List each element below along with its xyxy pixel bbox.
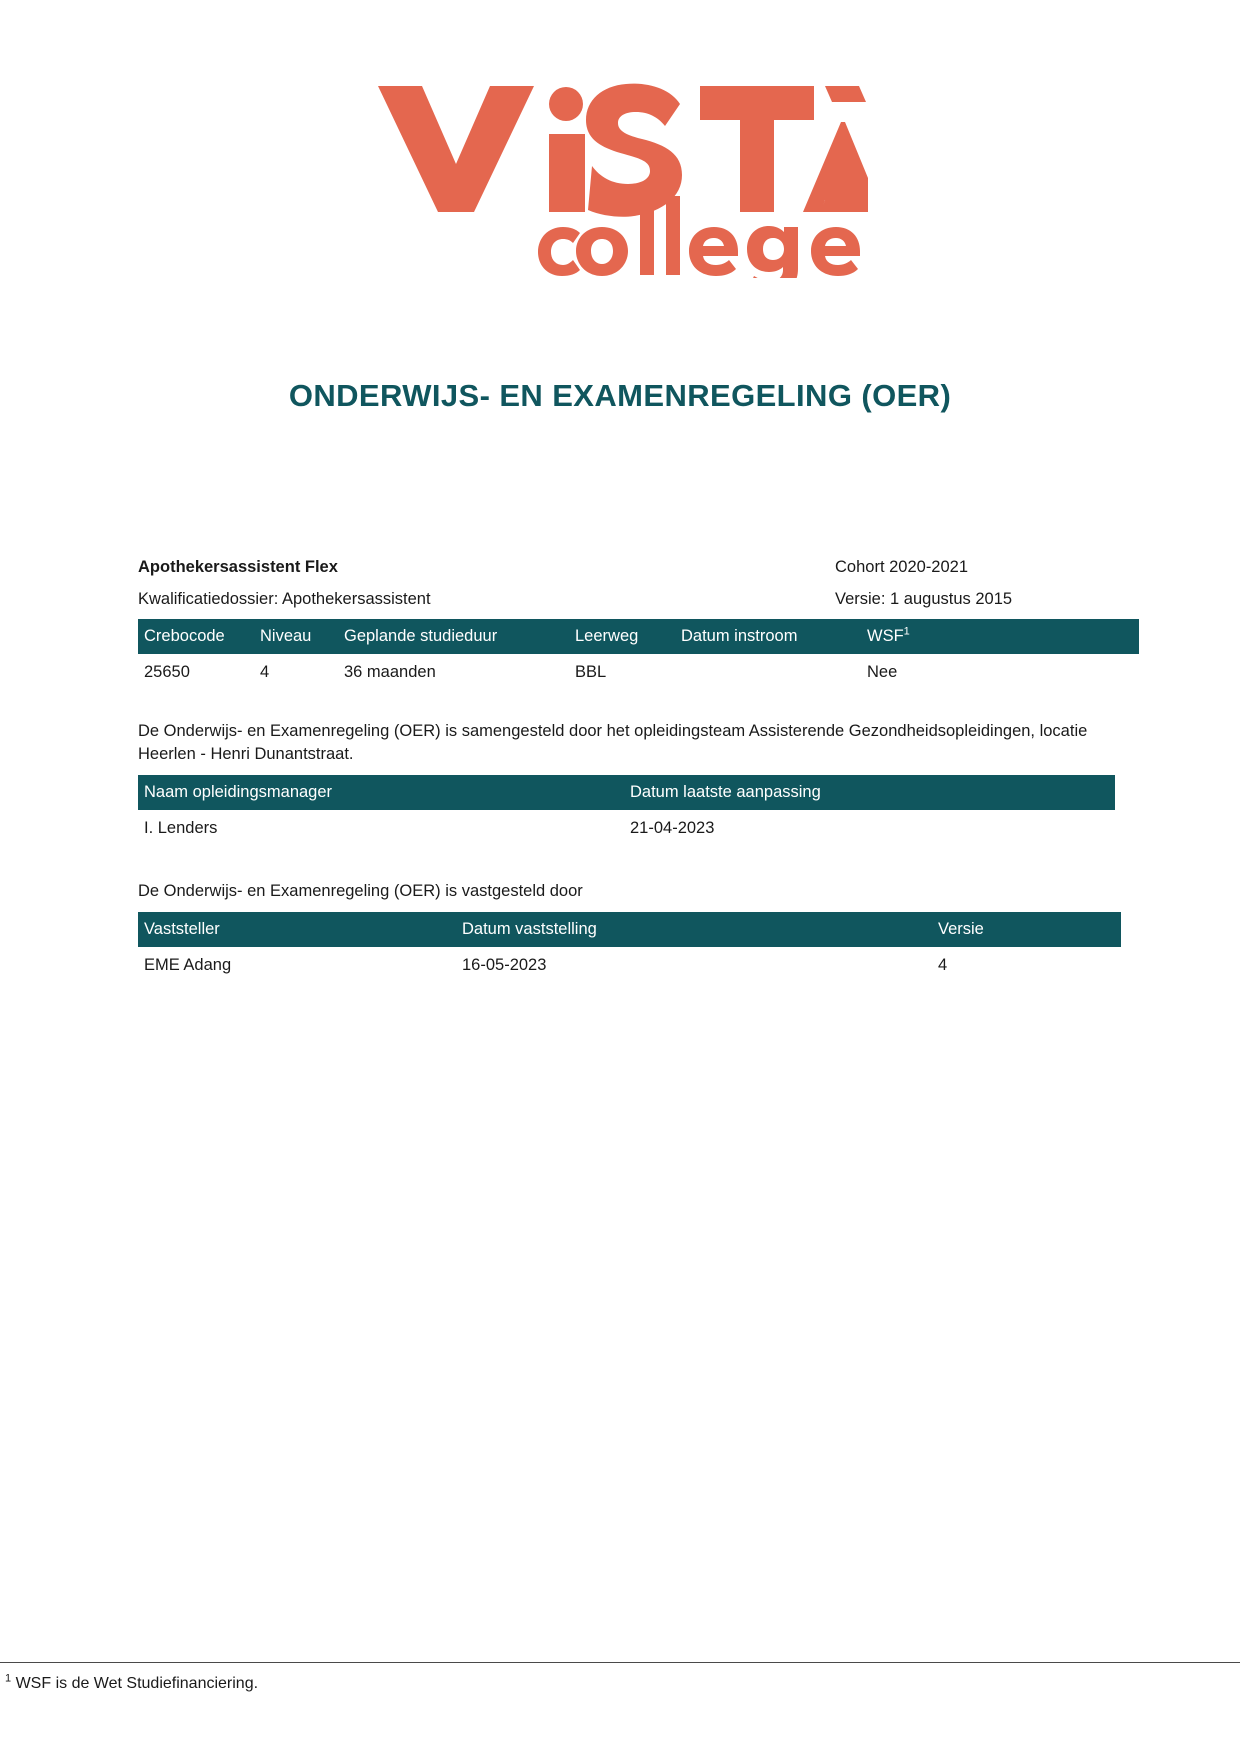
footnote-text: WSF is de Wet Studiefinanciering. — [11, 1675, 259, 1692]
cell-datum-vaststelling: 16-05-2023 — [462, 956, 547, 974]
manager-table — [138, 775, 1115, 847]
paragraph-adopted-by: De Onderwijs- en Examenregeling (OER) is vastgesteld door — [138, 882, 583, 900]
table-row — [138, 810, 1115, 847]
cell-versie: 4 — [938, 956, 948, 974]
program-details-table — [138, 619, 1139, 691]
qualification-dossier: Kwalificatiedossier: Apothekersassistent — [138, 590, 431, 608]
column-header-datum-vaststelling: Datum vaststelling — [456, 912, 932, 947]
cell-datum-laatste-aanpassing: 21-04-2023 — [630, 819, 715, 837]
column-header-geplande-studieduur: Geplande studieduur — [338, 619, 569, 654]
table-header-row — [138, 912, 1121, 947]
column-header-leerweg: Leerweg — [569, 619, 675, 654]
column-header-datum-laatste-aanpassing: Datum laatste aanpassing — [624, 775, 1115, 810]
column-header-datum-instroom: Datum instroom — [675, 619, 861, 654]
logo-graphic — [370, 78, 870, 278]
cell-crebocode: 25650 — [144, 663, 190, 681]
table-row — [138, 654, 1139, 691]
adoption-table — [138, 912, 1121, 984]
program-name: Apothekersassistent Flex — [138, 558, 338, 576]
cell-geplande-studieduur: 36 maanden — [344, 663, 436, 681]
table-row — [138, 947, 1121, 984]
column-header-vaststeller: Vaststeller — [138, 912, 456, 947]
footnote-divider — [0, 1662, 1240, 1663]
column-header-wsf-text: WSF — [867, 627, 904, 645]
cell-vaststeller: EME Adang — [144, 956, 232, 974]
column-header-niveau: Niveau — [254, 619, 338, 654]
version-label: Versie: 1 augustus 2015 — [835, 590, 1013, 608]
footnote-marker: 1 — [903, 625, 910, 638]
cell-naam-opleidingsmanager: I. Lenders — [144, 819, 218, 837]
footnote-number: 1 — [5, 1672, 12, 1685]
document-content — [138, 555, 1103, 984]
table-header-row — [138, 619, 1139, 654]
cell-wsf: Nee — [867, 663, 898, 681]
cell-leerweg: BBL — [575, 663, 607, 681]
column-header-versie: Versie — [932, 912, 1121, 947]
vista-college-logo — [0, 78, 1240, 278]
column-header-wsf — [861, 619, 1139, 654]
page-title: ONDERWIJS- EN EXAMENREGELING (OER) — [288, 378, 952, 413]
column-header-naam-opleidingsmanager: Naam opleidingsmanager — [138, 775, 624, 810]
footnote — [5, 1672, 259, 1693]
meta-row-program — [138, 555, 1103, 579]
cell-niveau: 4 — [260, 663, 270, 681]
cell-datum-instroom — [675, 654, 861, 691]
meta-row-dossier — [138, 587, 1103, 611]
cohort-label: Cohort 2020-2021 — [835, 558, 969, 576]
column-header-crebocode: Crebocode — [138, 619, 254, 654]
table-header-row — [138, 775, 1115, 810]
paragraph-compiled-by: De Onderwijs- en Examenregeling (OER) is samengesteld door het opleidingsteam Assisterende Gezondheidsopleidingen, locatie Heerlen - Henri Dunantstraat. — [138, 722, 1088, 763]
